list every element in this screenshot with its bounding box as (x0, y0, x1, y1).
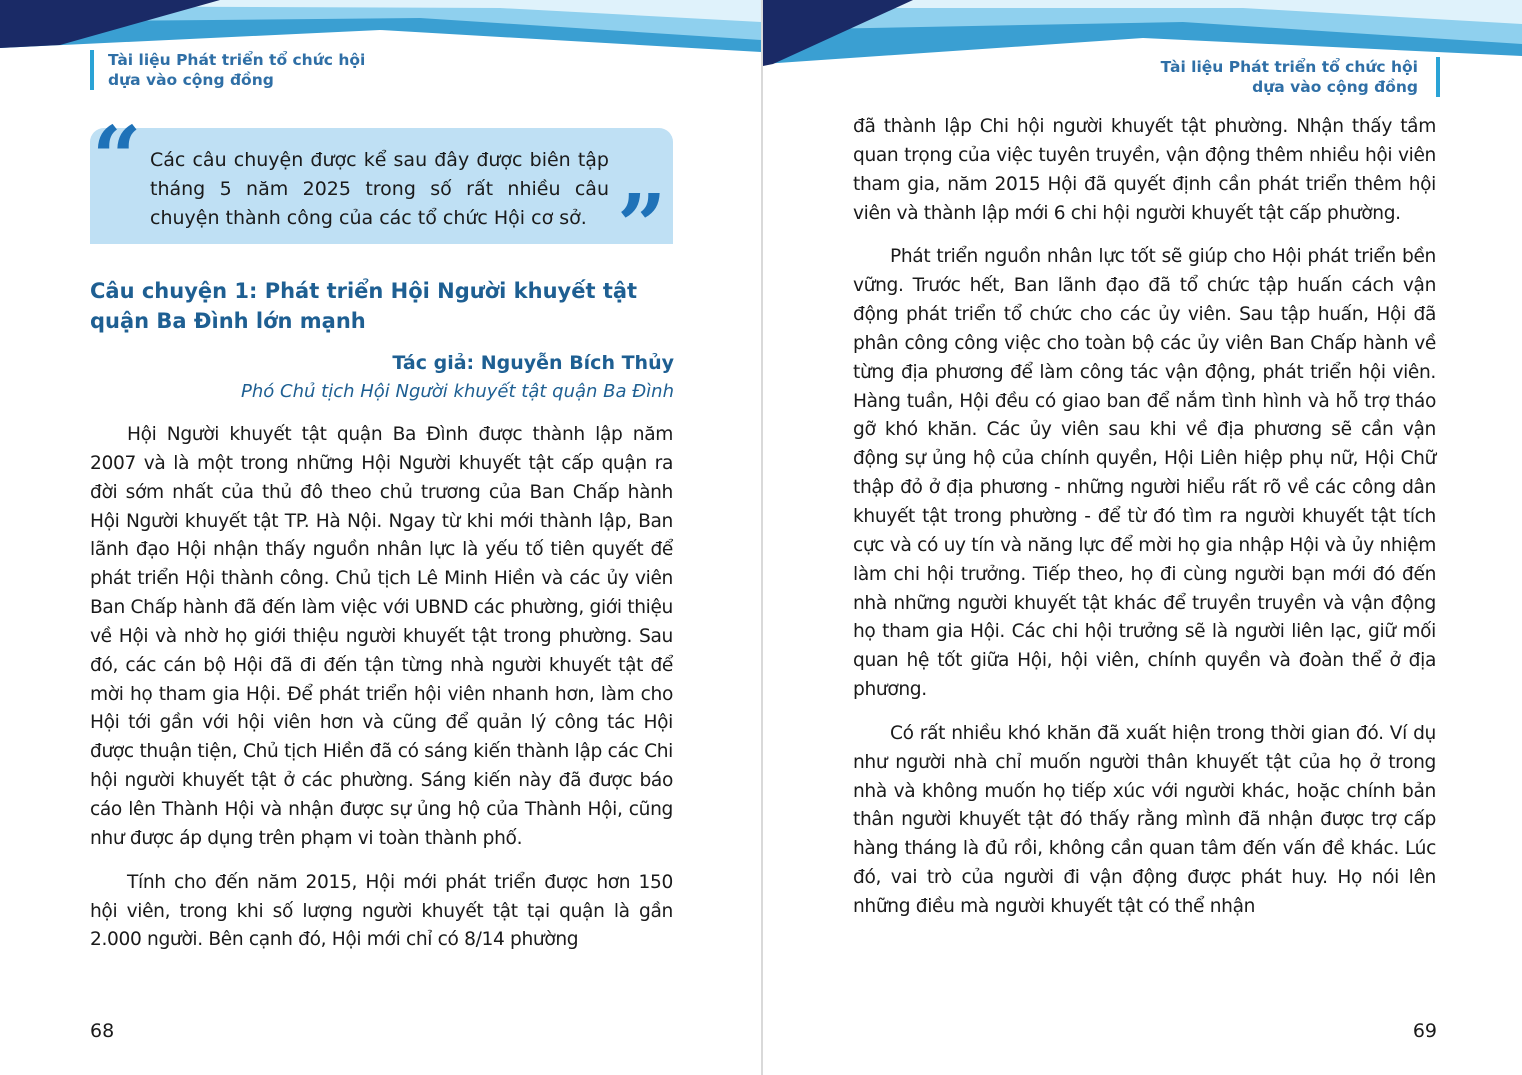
paragraph: đã thành lập Chi hội người khuyết tật phường. Nhận thấy tầm quan trọng của việc tuyên truyền, vận động thêm nhiều hội viên tham gia, năm 2015 Hội đã quyết định cần phát triển thêm hội viên và thành lập mới 6 chi hội người khuyết tật cấp phường. (853, 116, 1436, 224)
author-name: Tác giả: Nguyễn Bích Thủy (392, 352, 674, 374)
paragraph: Hội Người khuyết tật quận Ba Đình được thành lập năm 2007 và là một trong những Hội Người khuyết tật cấp quận ra đời sớm nhất của thủ đô theo chủ trương của Ban Chấp hành Hội Người khuyết tật TP. Hà Nội. Ngay từ khi mới thành lập, Ban lãnh đạo Hội nhận thấy nguồn nhân lực là yếu tố tiên quyết để phát triển Hội thành công. Chủ tịch Lê Minh Hiền và các ủy viên Ban Chấp hành đã đến làm việc với UBND các phường, giới thiệu về Hội và nhờ họ giới thiệu người khuyết tật trong phường. Sau đó, các cán bộ Hội đã đi đến tận từng nhà người khuyết tật để mời họ tham gia Hội. Để phát triển hội viên nhanh hơn, làm cho Hội tới gần với hội viên hơn và cũng để quản lý công tác Hội được thuận tiện, Chủ tịch Hiền đã có sáng kiến thành lập các Chi hội người khuyết tật ở các phường. Sáng kiến này đã được báo cáo lên Thành Hội và nhận được sự ủng hộ của Thành Hội, cũng như được áp dụng trên phạm vi toàn thành phố. (90, 424, 673, 849)
header-line-2: dựa vào cộng đồng (1252, 78, 1418, 96)
header-line-1: Tài liệu Phát triển tổ chức hội (1160, 58, 1418, 76)
author-role: Phó Chủ tịch Hội Người khuyết tật quận Ba Đình (241, 381, 674, 402)
paragraph: Phát triển nguồn nhân lực tốt sẽ giúp cho Hội phát triển bền vững. Trước hết, Ban lãnh đạo đã tổ chức tập huấn cách vận động phát triển tổ chức cho các ủy viên. Sau tập huấn, Hội đã phân công công việc cho toàn bộ các ủy viên Ban Chấp hành về từng địa phương để làm công tác vận động, phát triển hội viên. Hàng tuần, Hội đều có giao ban để nắm tình hình và hỗ trợ tháo gỡ khó khăn. Các ủy viên sau khi về địa phương sẽ cần vận động sự ủng hộ của chính quyền, Hội Liên hiệp phụ nữ, Hội Chữ thập đỏ ở địa phương - những người hiểu rất rõ về các công dân khuyết tật trong phường - để từ đó tìm ra người khuyết tật tích cực và có uy tín và năng lực để mời họ gia nhập Hội và ủy nhiệm làm chi hội trưởng. Tiếp theo, họ đi cùng người bạn mới đó đến nhà những người khuyết tật khác để truyền truyền và vận động họ tham gia Hội. Các chi hội trưởng sẽ là người liên lạc, giữ mối quan hệ tốt giữa Hội, hội viên, chính quyền và đoàn thể ở địa phương. (853, 246, 1436, 701)
quote-text: Các câu chuyện được kể sau đây được biên tập tháng 5 năm 2025 trong số rất nhiều câu chuyện thành công của các tổ chức Hội cơ sở. (150, 149, 609, 229)
running-header (90, 50, 365, 90)
page-number: 68 (90, 1020, 115, 1042)
right-page (763, 0, 1522, 1075)
paragraph: Có rất nhiều khó khăn đã xuất hiện trong thời gian đó. Ví dụ như người nhà chỉ muốn người thân khuyết tật của họ ở trong nhà và không muốn họ tiếp xúc với người khác, hoặc chính bản thân người khuyết tật đó thấy rằng mình đã nhận được trợ cấp hàng tháng là đủ rồi, không cần quan tâm đến vấn đề khác. Lúc đó, vai trò của người đi vận động được phát huy. Họ nói lên những điều mà người khuyết tật có thể nhận (853, 722, 1436, 917)
running-header (1161, 57, 1440, 97)
left-body-text (90, 421, 673, 955)
page-number: 69 (1412, 1020, 1437, 1042)
header-line-2: dựa vào cộng đồng (108, 71, 274, 89)
close-quote-icon: ” (617, 176, 667, 277)
right-body-text (853, 113, 1436, 922)
open-quote-icon: “ (92, 108, 142, 209)
story-title: Câu chuyện 1: Phát triển Hội Người khuyết tật quận Ba Đình lớn mạnh (90, 279, 638, 333)
header-line-1: Tài liệu Phát triển tổ chức hội (108, 51, 366, 69)
paragraph: Tính cho đến năm 2015, Hội mới phát triển được hơn 150 hội viên, trong khi số lượng người khuyết tật tại quận là gần 2.000 người. Bên cạnh đó, Hội mới chỉ có 8/14 phường (90, 871, 673, 951)
